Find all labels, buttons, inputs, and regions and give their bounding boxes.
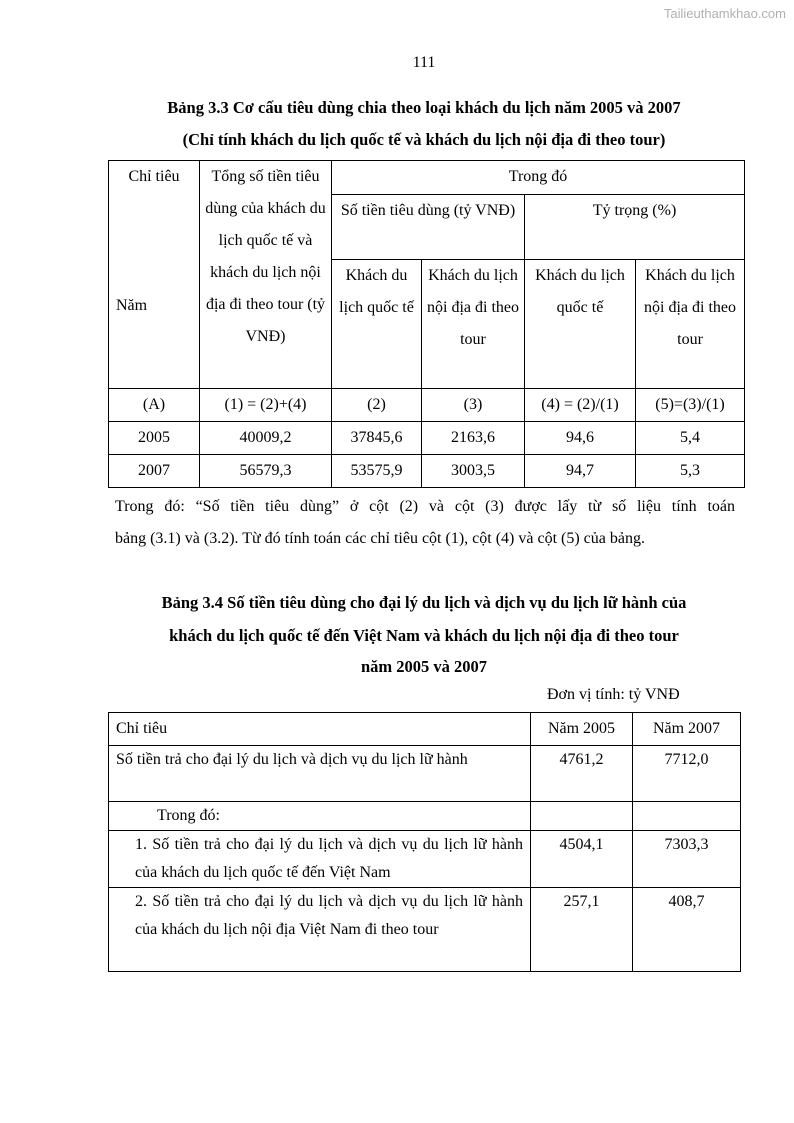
header-of-which: Trong đó <box>332 161 745 195</box>
table-cell: 40009,2 <box>200 422 332 455</box>
table1-caption: Bảng 3.3 Cơ cấu tiêu dùng chia theo loại khách du lịch năm 2005 và 2007 <box>167 98 681 117</box>
row-value-2005: 4761,2 <box>531 746 633 802</box>
row-value-2007: 7303,3 <box>633 831 741 888</box>
table-row <box>109 389 745 422</box>
stub-indicator-label: Chỉ tiêu <box>128 168 180 185</box>
header-stub <box>109 161 200 389</box>
header-share-dom: Khách du lịch nội địa đi theo tour <box>636 260 745 389</box>
table-cell: (1) = (2)+(4) <box>200 389 332 422</box>
row-value-2007: 408,7 <box>633 888 741 972</box>
table-cell: 5,3 <box>636 455 745 488</box>
header-share-intl: Khách du lịch quốc tế <box>525 260 636 389</box>
row-label: 2. Số tiền trả cho đại lý du lịch và dịch vụ du lịch lữ hành của khách du lịch nội địa Việt Nam đi theo tour <box>109 888 531 972</box>
table1-subcaption: (Chỉ tính khách du lịch quốc tế và khách du lịch nội địa đi theo tour) <box>182 130 666 149</box>
header-spend-dom: Khách du lịch nội địa đi theo tour <box>422 260 525 389</box>
table-cell: (3) <box>422 389 525 422</box>
header-year-2007: Năm 2007 <box>633 713 741 746</box>
row-value-2007: 7712,0 <box>633 746 741 802</box>
header-year-2005: Năm 2005 <box>531 713 633 746</box>
table-cell: 94,7 <box>525 455 636 488</box>
table2-caption-line1: Bảng 3.4 Số tiền tiêu dùng cho đại lý du lịch và dịch vụ du lịch lữ hành của <box>161 593 687 612</box>
row-label: Trong đó: <box>109 802 531 831</box>
travel-agency-spending-table <box>108 712 741 972</box>
row-label: 1. Số tiền trả cho đại lý du lịch và dịch vụ du lịch lữ hành của khách du lịch quốc tế đến Việt Nam <box>109 831 531 888</box>
table-cell: 37845,6 <box>332 422 422 455</box>
table-header-row <box>109 713 741 746</box>
header-spend-intl: Khách du lịch quốc tế <box>332 260 422 389</box>
row-label: Số tiền trả cho đại lý du lịch và dịch vụ du lịch lữ hành <box>109 746 531 802</box>
header-total: Tổng số tiền tiêu dùng của khách du lịch quốc tế và khách du lịch nội địa đi theo tour (tỷ VNĐ) <box>200 161 332 389</box>
table-cell: (A) <box>109 389 200 422</box>
row-value-2005: 4504,1 <box>531 831 633 888</box>
unit-label: Đơn vị tính: tỷ VNĐ <box>547 686 680 703</box>
table-cell: 2007 <box>109 455 200 488</box>
table-row <box>109 455 745 488</box>
header-share: Tỷ trọng (%) <box>525 195 745 260</box>
table-row <box>109 802 741 831</box>
table-cell: 2005 <box>109 422 200 455</box>
table-cell: (5)=(3)/(1) <box>636 389 745 422</box>
table-row <box>109 831 741 888</box>
page-number: 111 <box>412 54 436 71</box>
consumption-structure-table <box>108 160 745 488</box>
table-cell: 94,6 <box>525 422 636 455</box>
table2-caption-line3: năm 2005 và 2007 <box>360 657 488 676</box>
table-cell: 3003,5 <box>422 455 525 488</box>
stub-year-label: Năm <box>116 297 148 314</box>
table-row <box>109 888 741 972</box>
table-cell: 53575,9 <box>332 455 422 488</box>
watermark: Tailieuthamkhao.com <box>663 6 786 21</box>
table-cell: (4) = (2)/(1) <box>525 389 636 422</box>
row-value-2005: 257,1 <box>531 888 633 972</box>
table-row <box>109 746 741 802</box>
table-row <box>109 422 745 455</box>
table1-note-line1: Trong đó: “Số tiền tiêu dùng” ở cột (2) và cột (3) được lấy từ số liệu tính toán <box>115 498 735 515</box>
table-cell: 5,4 <box>636 422 745 455</box>
table-cell: 56579,3 <box>200 455 332 488</box>
table2-caption-line2: khách du lịch quốc tế đến Việt Nam và khách du lịch nội địa đi theo tour <box>169 626 679 645</box>
table1-note-line2: bảng (3.1) và (3.2). Từ đó tính toán các chỉ tiêu cột (1), cột (4) và cột (5) của bảng. <box>115 530 645 547</box>
table-cell: (2) <box>332 389 422 422</box>
row-value-2005 <box>531 802 633 831</box>
header-indicator: Chỉ tiêu <box>109 713 531 746</box>
table-cell: 2163,6 <box>422 422 525 455</box>
row-value-2007 <box>633 802 741 831</box>
header-spending: Số tiền tiêu dùng (tỷ VNĐ) <box>332 195 525 260</box>
